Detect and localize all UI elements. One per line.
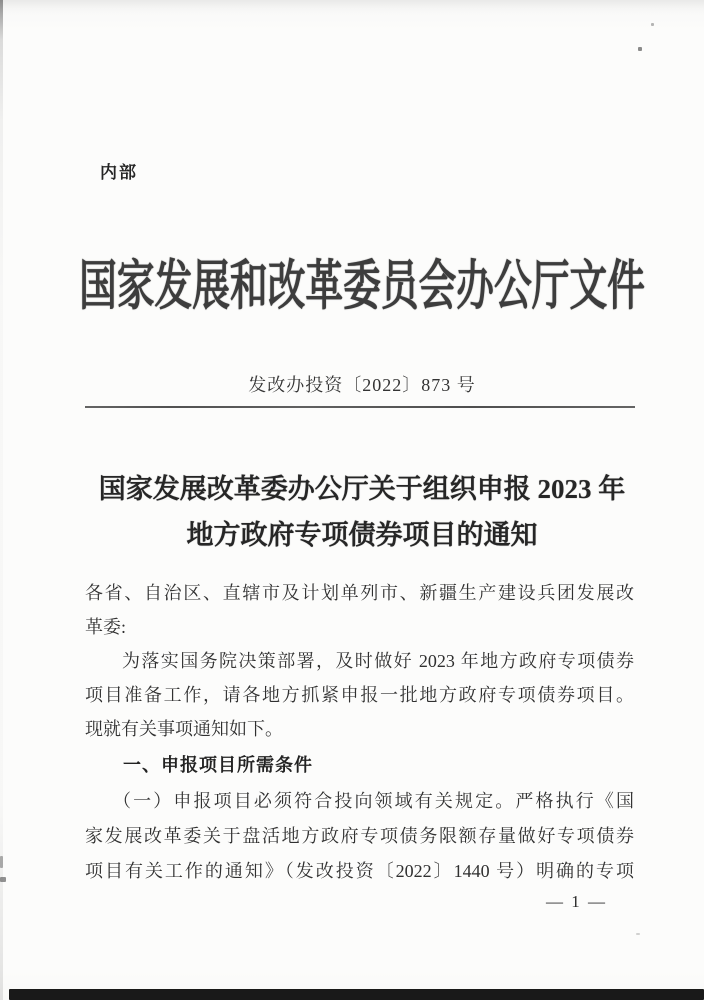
- agency-masthead-title: 国家发展和改革委员会办公厅文件: [79, 255, 645, 316]
- document-number: 发改办投资〔2022〕873 号: [248, 375, 476, 395]
- body-line: 项目有关工作的通知》（发改投资〔2022〕1440 号）明确的专项: [85, 861, 634, 881]
- notice-body: [85, 576, 634, 889]
- scan-edge-left: [0, 0, 3, 1000]
- salutation-line: 革委:: [85, 617, 127, 637]
- scan-edge-top: [0, 0, 704, 14]
- body-line: 家发展改革委关于盘活地方政府专项债务限额存量做好专项债券: [85, 826, 634, 846]
- notice-title-line-2: 地方政府专项债券项目的通知: [186, 520, 538, 550]
- scan-bottom-edge-bar: [9, 989, 704, 1000]
- body-line: 项目准备工作，请各地方抓紧申报一批地方政府专项债券项目。: [85, 685, 634, 705]
- body-line: （一）申报项目必须符合投向领域有关规定。严格执行《国: [113, 791, 634, 811]
- body-line: 现就有关事项通知如下。: [85, 719, 283, 739]
- scan-speck: [0, 856, 3, 868]
- scan-speck: [636, 933, 640, 935]
- masthead-separator-line: [85, 406, 635, 408]
- scan-speck: [651, 23, 654, 26]
- scan-speck: [638, 47, 642, 51]
- classification-label: 内部: [100, 163, 138, 182]
- notice-title-line-1: 国家发展改革委办公厅关于组织申报 2023 年: [98, 474, 626, 504]
- salutation-line: 各省、自治区、直辖市及计划单列市、新疆生产建设兵团发展改: [85, 583, 634, 603]
- page-number: — 1 —: [546, 892, 607, 911]
- scan-speck: [0, 877, 6, 882]
- section-heading: 一、申报项目所需条件: [123, 755, 313, 775]
- body-line: 为落实国务院决策部署，及时做好 2023 年地方政府专项债券: [122, 651, 634, 671]
- notice-title: [20, 466, 704, 558]
